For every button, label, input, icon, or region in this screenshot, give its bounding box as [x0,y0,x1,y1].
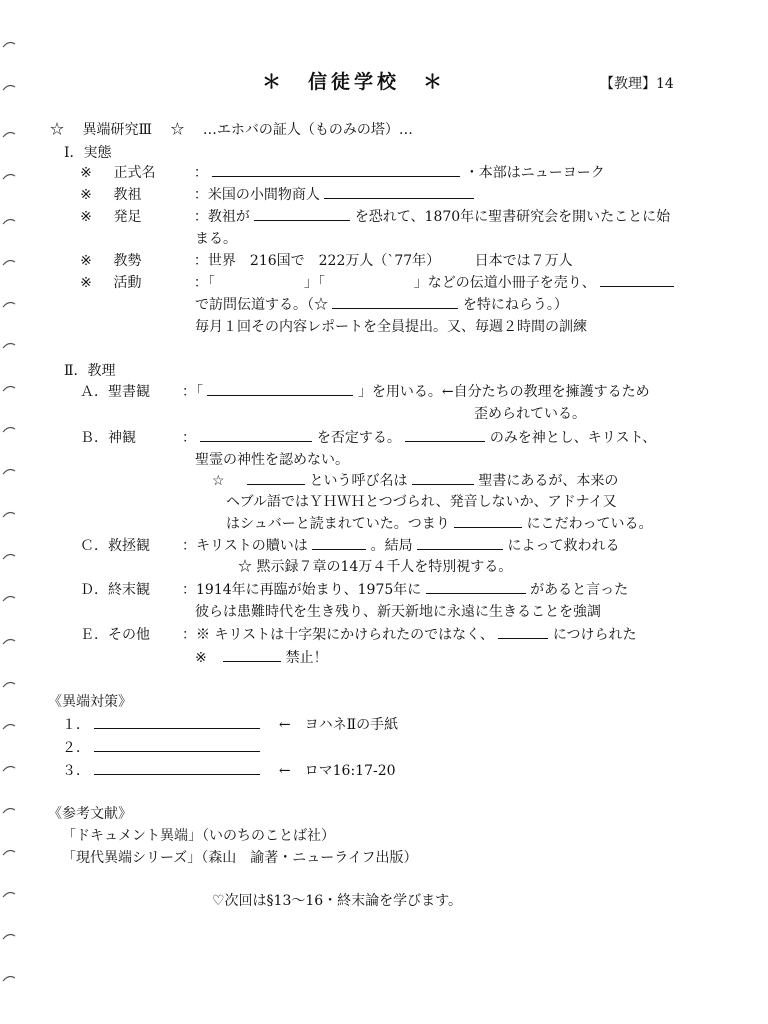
star-icon: ☆ [212,473,225,489]
colon: ： [182,627,196,643]
binder-mark [2,40,16,48]
item-text: ・本部はニューヨーク [464,165,605,181]
binder-mark [2,467,16,475]
item-text: で訪問伝道する。（☆ [195,297,328,313]
row-doctrine-b [80,428,656,448]
doctrine-text: を否定する。 [316,430,401,446]
doctrine-a-cont: 歪められている。 [474,406,586,422]
binder-mark [2,722,16,730]
blank-denied-doctrine[interactable] [200,428,312,442]
colon: ： [193,209,208,225]
doctrine-label: Ｂ．神観 [80,430,136,446]
doctrine-label: Ｅ．その他 [80,627,150,643]
blank-frequency[interactable] [412,471,474,485]
item-text: を特にねらう。） [462,297,568,313]
reference-mark-icon: ※ [195,650,207,666]
doctrine-text: キリストの贖いは [196,538,308,554]
binder-mark [2,217,16,225]
binder-mark [2,594,16,602]
reference-item: 「現代異端シリーズ」（森山 諭著・ニューライフ出版） [62,850,418,866]
quote-close: 」 [413,275,428,291]
blank-1975-event[interactable] [426,580,526,594]
star-icon: ☆ [50,122,64,138]
item-text: などの伝道小冊子を売り、 [427,275,596,291]
section-label: 異端研究Ⅲ [82,122,152,138]
reference-item: 「ドキュメント異端」（いのちのことば社） [62,828,335,844]
binder-mark [2,510,16,518]
blank-countermeasure-2[interactable] [94,738,260,752]
item-label: 正式名 [113,165,156,181]
countermeasure-item [62,715,398,735]
item-label: 教祖 [113,187,142,203]
binder-mark [2,764,16,772]
row-doctrine-c [80,536,620,556]
doctrine-b-cont: 聖霊の神性を認めない。 [195,452,349,468]
activity-line-3: 毎月１回その内容レポートを全員提出。又、毎週２時間の訓練 [195,319,587,335]
binder-mark [2,974,16,982]
doctrine-text: 禁止！ [285,650,328,666]
blank-origin[interactable] [254,207,350,221]
blank-bible-version[interactable] [207,382,353,396]
quote-open: 「 [207,275,215,291]
binder-mark [2,932,16,940]
doctrine-label: Ｄ．終末観 [80,582,150,598]
section-title [50,120,413,140]
reference-mark-icon: ※ [80,253,92,269]
reference-mark-icon: ※ [80,275,92,291]
binder-mark [2,806,16,814]
blank-tract-2[interactable] [329,274,409,287]
colon: ： [182,430,196,446]
item-text: 日本では７万人 [474,253,573,269]
doctrine-d-cont: 彼らは患難時代を生き残り、新天新地に永遠に生きることを強調 [195,604,601,620]
colon: ： [193,187,208,203]
row-strength [77,251,573,271]
page-title: ＊ 信徒学校 ＊ [262,71,447,93]
binder-mark [2,637,16,645]
binder-mark [2,83,16,91]
blank-crucifixion[interactable] [498,625,548,639]
quote-open: 「 [317,275,325,291]
blank-countermeasure-1[interactable] [94,715,260,729]
blank-atonement[interactable] [312,536,366,550]
item-number: １． [62,717,90,733]
countermeasure-item [62,761,396,781]
references-heading: 《参考文献》 [48,806,132,822]
binder-mark [2,130,16,138]
row-official-name [77,163,605,183]
blank-prohibited[interactable] [223,648,281,662]
binder-mark [2,848,16,856]
doctrine-label: Ｃ．救拯観 [80,538,150,554]
blank-salvation-by[interactable] [417,536,503,550]
binder-mark [2,425,16,433]
row-founder [77,185,474,205]
doctrine-text: キリストは十字架にかけられたのではなく、 [214,627,494,643]
doctrine-text: があると言った [530,582,629,598]
part2-heading: Ⅱ．教理 [64,363,116,379]
binder-mark [2,890,16,898]
item-text: 教祖が [207,209,250,225]
doctrine-b-note-3 [226,514,653,534]
item-label: 活動 [113,275,142,291]
doctrine-text: 聖書にあるが、本来の [478,473,619,489]
blank-only-god[interactable] [405,428,485,442]
binder-mark [2,680,16,688]
doctrine-b-note-1 [212,471,618,491]
doctrine-label: Ａ．聖書観 [80,384,150,400]
reference-mark-icon: ※ [80,165,92,181]
quote-close: 」 [303,275,318,291]
item-number: ２． [62,740,90,756]
item-number: ３． [62,763,90,779]
section-subject: …エホバの証人（ものみの塔）… [202,122,413,138]
reference-mark-icon: ※ [80,209,92,225]
item-text-cont: まる。 [195,231,237,247]
doctrine-text: 。結局 [370,538,413,554]
part1-heading: Ⅰ．実態 [64,145,112,161]
doctrine-text: につけられた [552,627,637,643]
doctrine-text: はシュバーと読まれていた。つまり [226,516,450,532]
colon: ： [193,275,208,291]
item-label: 発足 [113,209,142,225]
doctrine-b-note-2: ヘブル語ではＹＨＷＨとつづられ、発音しないか、アドナイ又 [226,494,617,510]
star-icon: ☆ [238,559,252,575]
colon: ： [182,582,196,598]
item-text: 米国の小間物商人 [207,187,320,203]
reference-mark-icon: ※ [80,187,92,203]
item-label: 教勢 [113,253,142,269]
star-icon: ☆ [170,122,185,138]
doctrine-c-note [238,557,512,577]
colon: ： [182,538,196,554]
doctrine-text: のみを神とし、キリスト、 [489,430,657,446]
countermeasure-item [62,738,260,758]
binder-mark [2,300,16,308]
reference-mark-icon: ※ [196,627,210,643]
colon: ： [193,165,208,181]
blank-activity-target[interactable] [332,295,458,309]
row-doctrine-d [80,580,628,600]
binder-mark [2,384,16,392]
blank-tract-1[interactable] [219,274,299,287]
doctrine-text: にこだわっている。 [526,516,653,532]
blank-official-name[interactable] [212,163,460,177]
doctrine-text: 」を用いる。←自分たちの教理を擁護するため [357,384,650,400]
binder-mark [2,552,16,560]
doctrine-e-line-2 [195,648,328,668]
countermeasure-note: ← ヨハネⅡの手紙 [278,717,399,733]
page-tag: 【教理】14 [600,76,674,92]
countermeasures-heading: 《異端対策》 [48,694,132,710]
item-text: を恐れて、1870年に聖書研究会を開いたことに始 [354,209,671,225]
countermeasure-note: ← ロマ16:17-20 [278,763,396,779]
row-activity [77,273,674,293]
doctrine-text: 「 [196,384,203,400]
blank-divine-name[interactable] [247,471,305,485]
doctrine-text: 1914年に再臨が始まり、1975年に [196,582,422,598]
binder-mark [2,258,16,266]
blank-founder-name[interactable] [324,185,474,199]
colon: ： [193,253,208,269]
blank-countermeasure-3[interactable] [94,761,260,775]
binder-mark [2,172,16,180]
blank-insistence[interactable] [454,514,522,528]
row-origin [77,207,670,227]
doctrine-text: という呼び名は [309,473,408,489]
next-session-note: ♡次回は§13～16・終末論を学びます。 [212,893,463,909]
activity-line-2 [195,295,568,315]
doctrine-text: 黙示録７章の14万４千人を特別視する。 [256,559,513,575]
row-doctrine-e [80,625,637,645]
row-doctrine-a [80,382,650,402]
doctrine-text: によって救われる [507,538,620,554]
item-text: 世界 216国で 222万人（`77年） [207,253,441,269]
binder-mark [2,341,16,349]
colon: ： [182,384,196,400]
blank-activity-1[interactable] [600,273,674,287]
